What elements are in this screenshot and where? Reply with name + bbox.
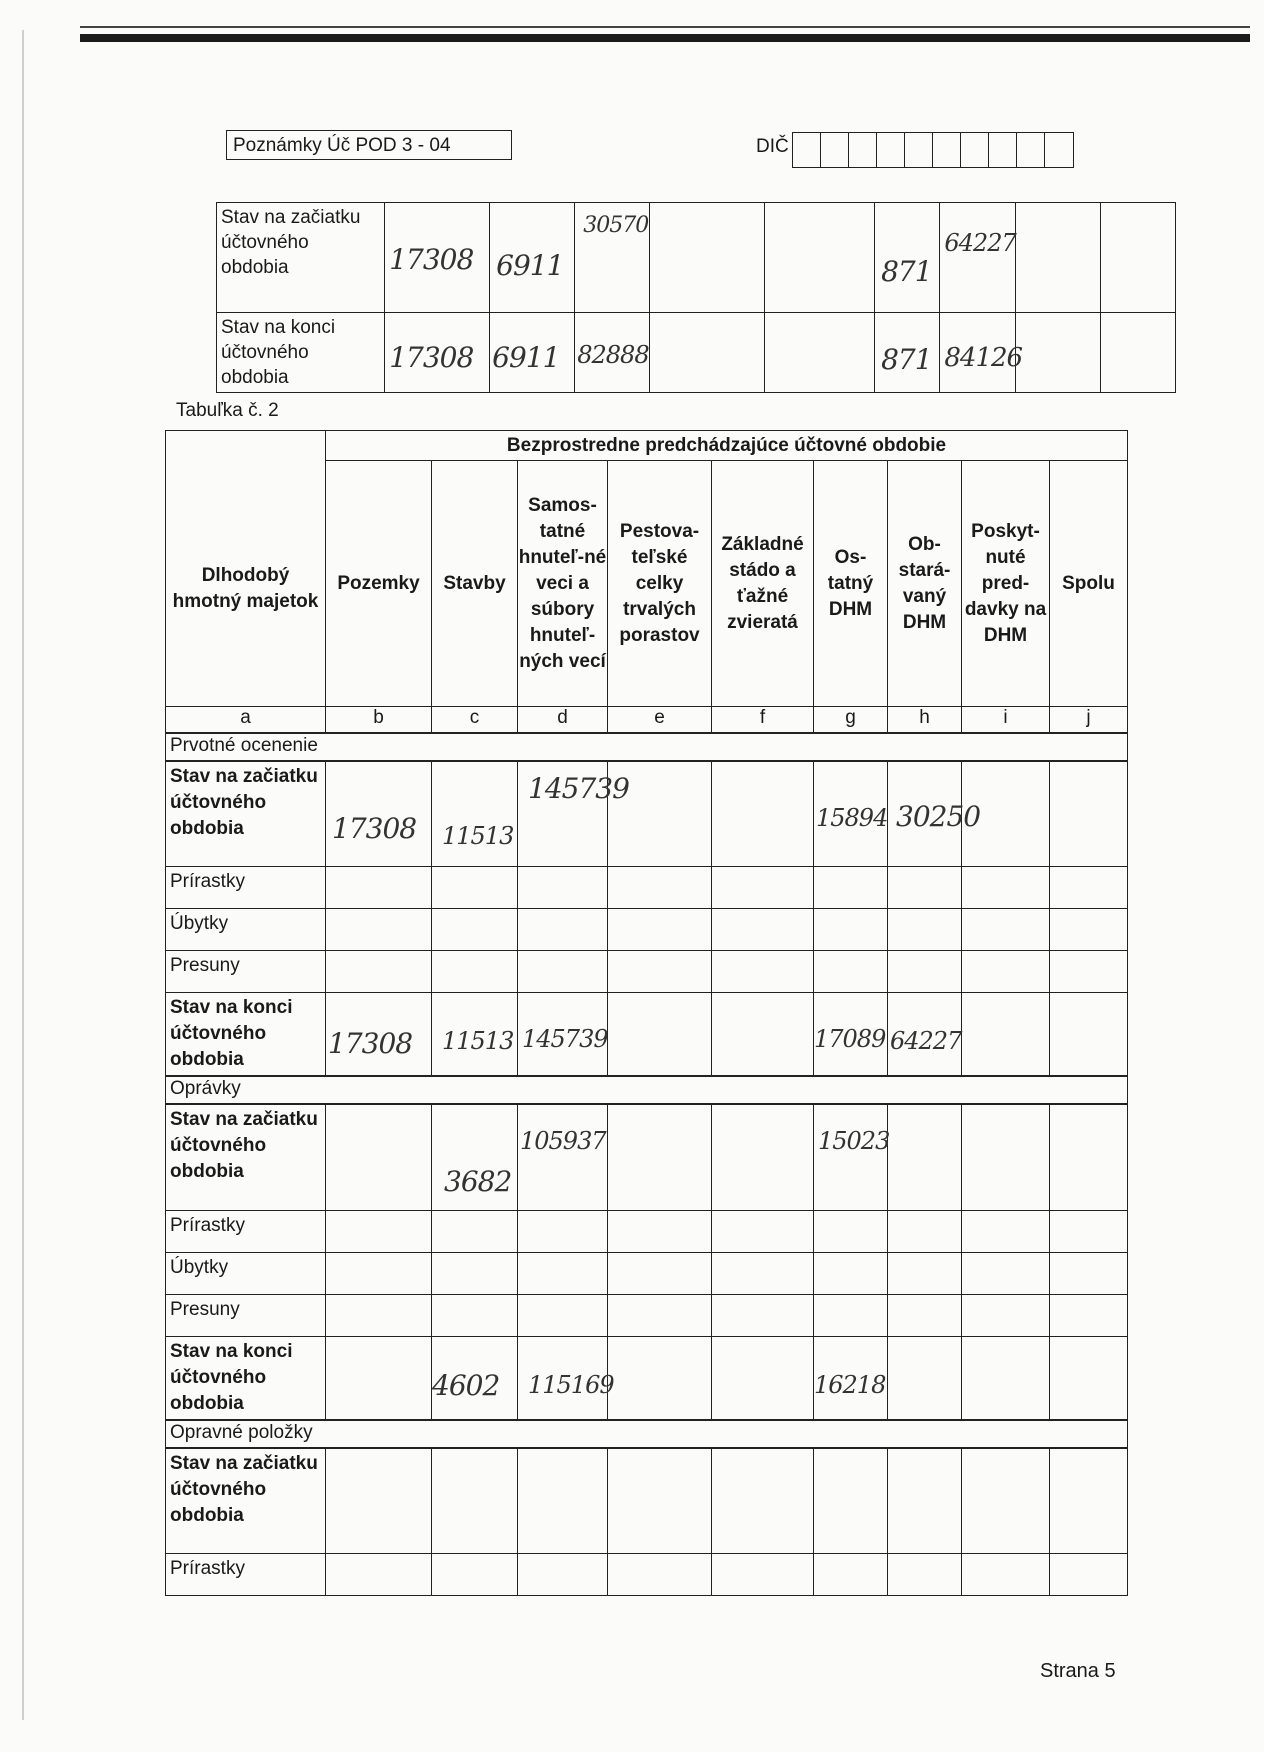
row-label: Stav na konci účtovného obdobia — [166, 1336, 326, 1420]
column-letter: a — [166, 707, 326, 733]
col-header: Samos-tatné hnuteľ-né veci a súbory hnuteľ-ných vecí — [518, 461, 608, 707]
scan-edge — [22, 30, 24, 1720]
section-opravne: Opravné položky — [166, 1420, 1128, 1448]
column-letter: c — [432, 707, 518, 733]
section-opravky: Oprávky — [166, 1076, 1128, 1104]
column-letter: b — [326, 707, 432, 733]
top-rule — [80, 26, 1250, 28]
row-label: Stav na konci účtovného obdobia — [166, 993, 326, 1077]
col-header: Základné stádo a ťažné zvieratá — [712, 461, 814, 707]
column-letter: g — [814, 707, 888, 733]
handwritten-value: 64227 — [890, 1027, 962, 1055]
column-letter: i — [962, 707, 1050, 733]
handwritten-value: 17308 — [389, 243, 474, 276]
top-table — [216, 202, 1176, 393]
column-letter: j — [1050, 707, 1128, 733]
handwritten-value: 16218 — [814, 1370, 886, 1399]
col-header: Poskyt-nuté pred-davky na DHM — [962, 461, 1050, 707]
row-label: Prírastky — [166, 867, 326, 909]
handwritten-value: 30250 — [896, 799, 981, 833]
handwritten-value: 64227 — [944, 229, 1016, 257]
section-prvotne: Prvotné ocenenie — [166, 733, 1128, 761]
handwritten-value: 115169 — [528, 1370, 614, 1399]
row-label: Stav na začiatku účtovného obdobia — [166, 761, 326, 867]
row-label: Stav na konci účtovného obdobia — [217, 313, 385, 393]
handwritten-value: 6911 — [496, 249, 564, 282]
handwritten-value: 15023 — [818, 1127, 890, 1155]
row-label: Prírastky — [166, 1554, 326, 1596]
handwritten-value: 17308 — [332, 811, 417, 845]
handwritten-value: 17308 — [389, 341, 474, 374]
handwritten-value: 145739 — [522, 1025, 608, 1053]
row-label: Stav na začiatku účtovného obdobia — [217, 203, 385, 313]
handwritten-value: 871 — [881, 343, 932, 376]
row-label: Prírastky — [166, 1210, 326, 1252]
handwritten-value: 30570 — [583, 213, 649, 238]
handwritten-value: 17089 — [814, 1025, 886, 1053]
row-label: Presuny — [166, 1294, 326, 1336]
asset-table — [165, 430, 1128, 1596]
handwritten-value: 3682 — [444, 1165, 512, 1198]
col-header: Stavby — [432, 461, 518, 707]
handwritten-value: 17308 — [328, 1027, 413, 1060]
col-header: Spolu — [1050, 461, 1128, 707]
row-label: Úbytky — [166, 1252, 326, 1294]
handwritten-value: 11513 — [442, 821, 514, 850]
row-label: Stav na začiatku účtovného obdobia — [166, 1104, 326, 1210]
row-label: Stav na začiatku účtovného obdobia — [166, 1448, 326, 1554]
handwritten-value: 82888 — [577, 341, 649, 369]
letter-row — [166, 707, 1128, 733]
col-header: Pozemky — [326, 461, 432, 707]
row-header: Dlhodobý hmotný majetok — [166, 431, 326, 707]
handwritten-value: 871 — [881, 255, 932, 288]
row-label: Presuny — [166, 951, 326, 993]
handwritten-value: 6911 — [492, 341, 560, 374]
row-label: Úbytky — [166, 909, 326, 951]
handwritten-value: 84126 — [944, 343, 1023, 373]
handwritten-value: 11513 — [442, 1027, 514, 1055]
col-header: Pestova-teľské celky trvalých porastov — [608, 461, 712, 707]
handwritten-value: 4602 — [432, 1368, 500, 1402]
table-caption: Tabuľka č. 2 — [176, 400, 279, 421]
dic-boxes[interactable] — [792, 132, 1074, 168]
handwritten-value: 145739 — [528, 771, 629, 805]
col-header: Ob-stará-vaný DHM — [888, 461, 962, 707]
top-bar — [80, 34, 1250, 42]
handwritten-value: 15894 — [816, 803, 888, 832]
group-header: Bezprostredne predchádzajúce účtovné obdobie — [326, 431, 1128, 461]
form-label: Poznámky Úč POD 3 - 04 — [226, 130, 512, 160]
page-number: Strana 5 — [1040, 1660, 1116, 1682]
handwritten-value: 105937 — [520, 1127, 606, 1155]
column-letter: d — [518, 707, 608, 733]
column-letter: e — [608, 707, 712, 733]
col-header: Os-tatný DHM — [814, 461, 888, 707]
column-letter: h — [888, 707, 962, 733]
column-letter: f — [712, 707, 814, 733]
dic-label: DIČ — [756, 136, 789, 157]
